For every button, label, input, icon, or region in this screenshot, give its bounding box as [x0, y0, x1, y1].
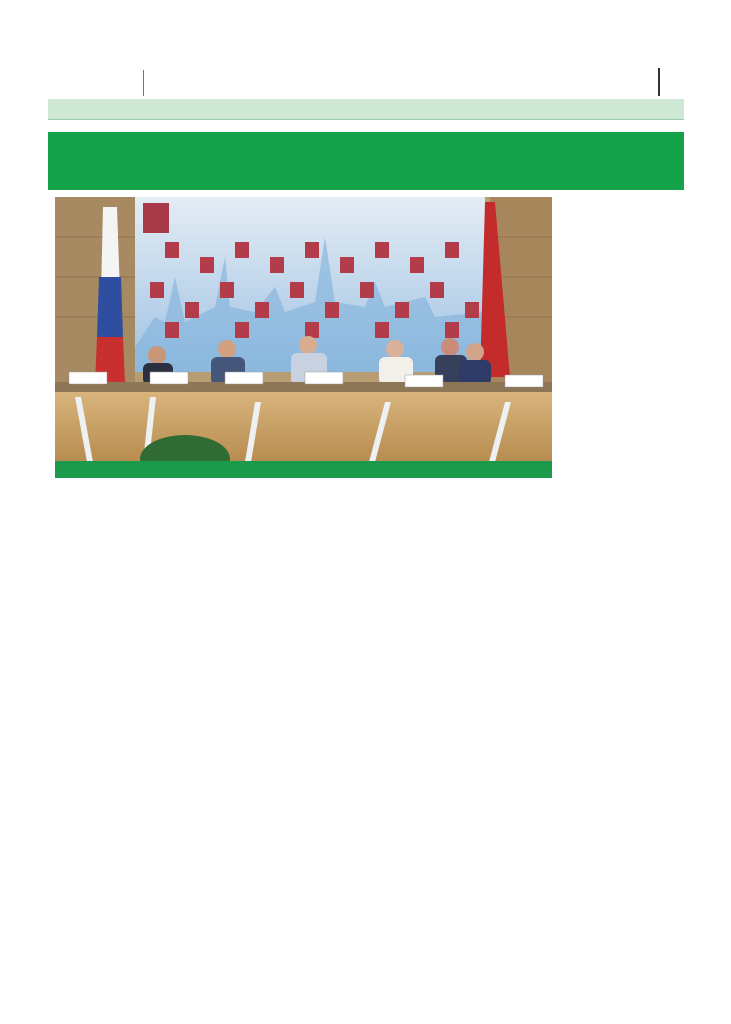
headline-bar: [48, 132, 684, 190]
header-divider: [143, 70, 144, 96]
press-conference-illustration: [55, 197, 552, 462]
page-number-divider: [658, 68, 660, 96]
rubric-bar: [48, 99, 684, 120]
photo-caption: [55, 461, 552, 478]
press-conference-photo: [55, 197, 552, 462]
